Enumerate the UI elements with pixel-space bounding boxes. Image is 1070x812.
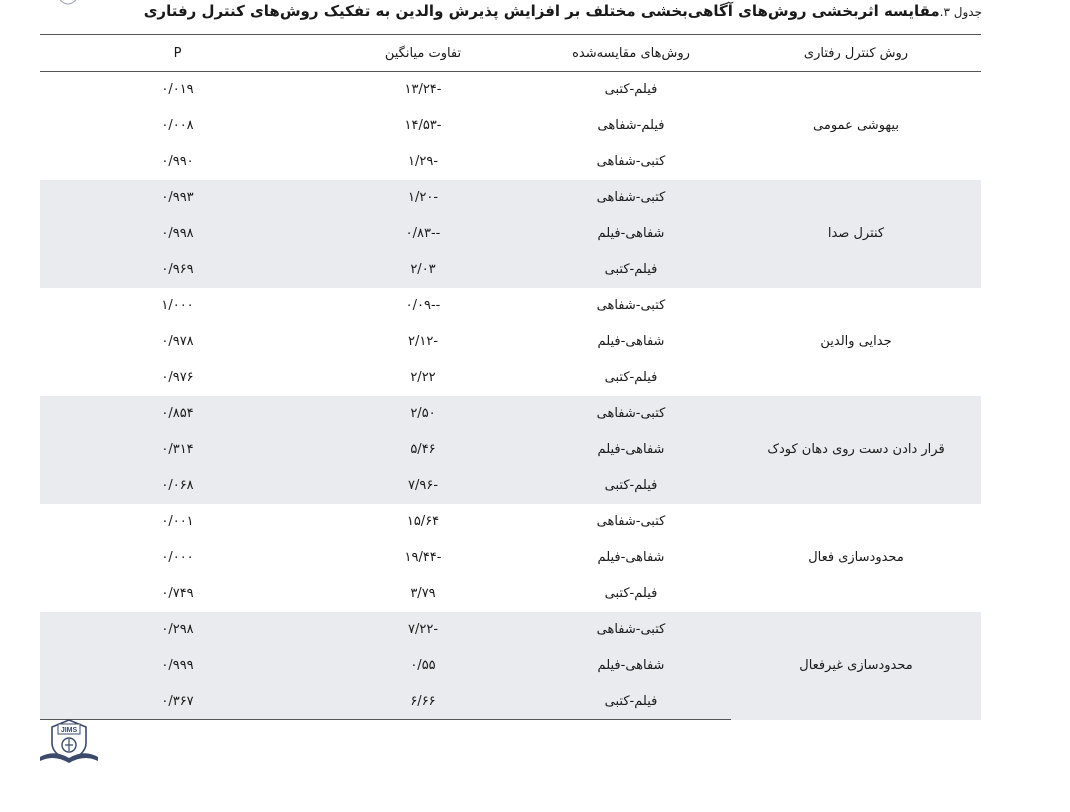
mean-diff-cell: ۲/۵۰ bbox=[315, 396, 531, 432]
p-value-cell: ۰/۰۰۱ bbox=[161, 514, 194, 529]
comparison-cell: کتبی-شفاهی bbox=[596, 298, 666, 313]
table-row bbox=[40, 612, 981, 648]
p-value-cell: ۰/۹۶۹ bbox=[40, 252, 315, 288]
mean-diff-cell: --۰/۰۹ bbox=[405, 298, 441, 313]
comparison-cell: فیلم-کتبی bbox=[531, 252, 731, 288]
header-mean-diff: تفاوت میانگین bbox=[315, 35, 531, 72]
comparison-cell: فیلم-کتبی bbox=[531, 468, 731, 504]
comparison-cell: فیلم-کتبی bbox=[604, 370, 658, 385]
p-value-cell: ۰/۳۶۷ bbox=[40, 684, 315, 720]
table-row bbox=[40, 396, 981, 432]
table-row bbox=[40, 72, 981, 108]
mean-diff-cell: --۰/۸۳ bbox=[315, 216, 531, 252]
mean-diff-cell: ۲/۲۲ bbox=[410, 370, 436, 385]
comparison-cell: کتبی-شفاهی bbox=[596, 154, 666, 169]
caption-title: مقایسه اثربخشی روش‌های آگاهی‌بخشی مختلف بر افزایش پذیرش والدین به تفکیک روش‌های کنترل رفتاری bbox=[143, 2, 940, 20]
p-value-cell: ۰/۰۰۸ bbox=[161, 118, 194, 133]
mean-diff-cell: ۳/۷۹ bbox=[410, 586, 436, 601]
logo-text: JIMS bbox=[60, 727, 78, 734]
comparison-cell: شفاهی-فیلم bbox=[531, 648, 731, 684]
mean-diff-cell: -۱/۲۰ bbox=[315, 180, 531, 216]
mean-diff-cell: -۱/۲۹ bbox=[407, 154, 439, 169]
comparison-cell: شفاهی-فیلم bbox=[531, 216, 731, 252]
comparison-cell: کتبی-شفاهی bbox=[531, 612, 731, 648]
comparison-table bbox=[40, 34, 981, 720]
mean-diff-cell: ۱۵/۶۴ bbox=[406, 514, 440, 529]
comparison-cell: کتبی-شفاهی bbox=[531, 180, 731, 216]
table-row bbox=[40, 180, 981, 216]
mean-diff-cell: -۱۴/۵۳ bbox=[404, 118, 442, 133]
method-cell: جدایی والدین bbox=[820, 334, 892, 349]
comparison-cell: فیلم-شفاهی bbox=[597, 118, 665, 133]
mean-diff-cell: -۲/۱۲ bbox=[407, 334, 439, 349]
p-value-cell: ۰/۹۹۹ bbox=[40, 648, 315, 684]
caption-label: جدول ۳. bbox=[939, 5, 982, 19]
table-row bbox=[40, 288, 981, 324]
p-value-cell: ۰/۸۵۴ bbox=[40, 396, 315, 432]
table-row bbox=[40, 504, 981, 540]
mean-diff-cell: ۶/۶۶ bbox=[315, 684, 531, 720]
header-comparison: روش‌های مقایسه‌شده bbox=[531, 35, 731, 72]
p-value-cell: ۰/۲۹۸ bbox=[40, 612, 315, 648]
method-cell: بیهوشی عمومی bbox=[813, 118, 899, 134]
comparison-cell: کتبی-شفاهی bbox=[531, 396, 731, 432]
method-cell: محدودسازی فعال bbox=[808, 550, 904, 565]
header-p: P bbox=[40, 35, 315, 72]
comparison-cell: شفاهی-فیلم bbox=[597, 550, 665, 565]
mean-diff-cell: ۲/۰۳ bbox=[315, 252, 531, 288]
p-value-cell: ۰/۰۱۹ bbox=[161, 82, 194, 98]
comparison-cell: فیلم-کتبی bbox=[604, 82, 658, 98]
mean-diff-cell: -۱۹/۴۴ bbox=[404, 550, 442, 565]
p-value-cell: ۰/۹۹۰ bbox=[161, 154, 194, 169]
method-cell: محدودسازی غیرفعال bbox=[731, 612, 981, 720]
comparison-cell: کتبی-شفاهی bbox=[596, 514, 666, 529]
mean-diff-cell: -۷/۲۲ bbox=[315, 612, 531, 648]
p-value-cell: ۱/۰۰۰ bbox=[161, 298, 194, 313]
mean-diff-cell: ۰/۵۵ bbox=[315, 648, 531, 684]
mean-diff-cell: ۵/۴۶ bbox=[315, 432, 531, 468]
comparison-cell: فیلم-کتبی bbox=[531, 684, 731, 720]
p-value-cell: ۰/۹۹۳ bbox=[40, 180, 315, 216]
table-header-row bbox=[40, 35, 981, 72]
p-value-cell: ۰/۰۶۸ bbox=[40, 468, 315, 504]
table-caption bbox=[40, 0, 982, 23]
comparison-cell: فیلم-کتبی bbox=[604, 586, 658, 601]
mean-diff-cell: -۱۳/۲۴ bbox=[404, 82, 442, 98]
p-value-cell: ۰/۹۷۸ bbox=[161, 334, 194, 349]
mean-diff-cell: -۷/۹۶ bbox=[315, 468, 531, 504]
header-method: روش کنترل رفتاری bbox=[731, 35, 981, 72]
journal-logo-icon bbox=[38, 717, 100, 767]
corner-mark-icon bbox=[58, 0, 78, 6]
comparison-cell: شفاهی-فیلم bbox=[597, 334, 665, 349]
p-value-cell: ۰/۰۰۰ bbox=[161, 550, 194, 565]
p-value-cell: ۰/۹۹۸ bbox=[40, 216, 315, 252]
p-value-cell: ۰/۷۴۹ bbox=[161, 586, 194, 601]
method-cell: قرار دادن دست روی دهان کودک bbox=[731, 396, 981, 504]
p-value-cell: ۰/۳۱۴ bbox=[40, 432, 315, 468]
comparison-cell: شفاهی-فیلم bbox=[531, 432, 731, 468]
p-value-cell: ۰/۹۷۶ bbox=[161, 370, 194, 385]
method-cell: کنترل صدا bbox=[731, 180, 981, 288]
